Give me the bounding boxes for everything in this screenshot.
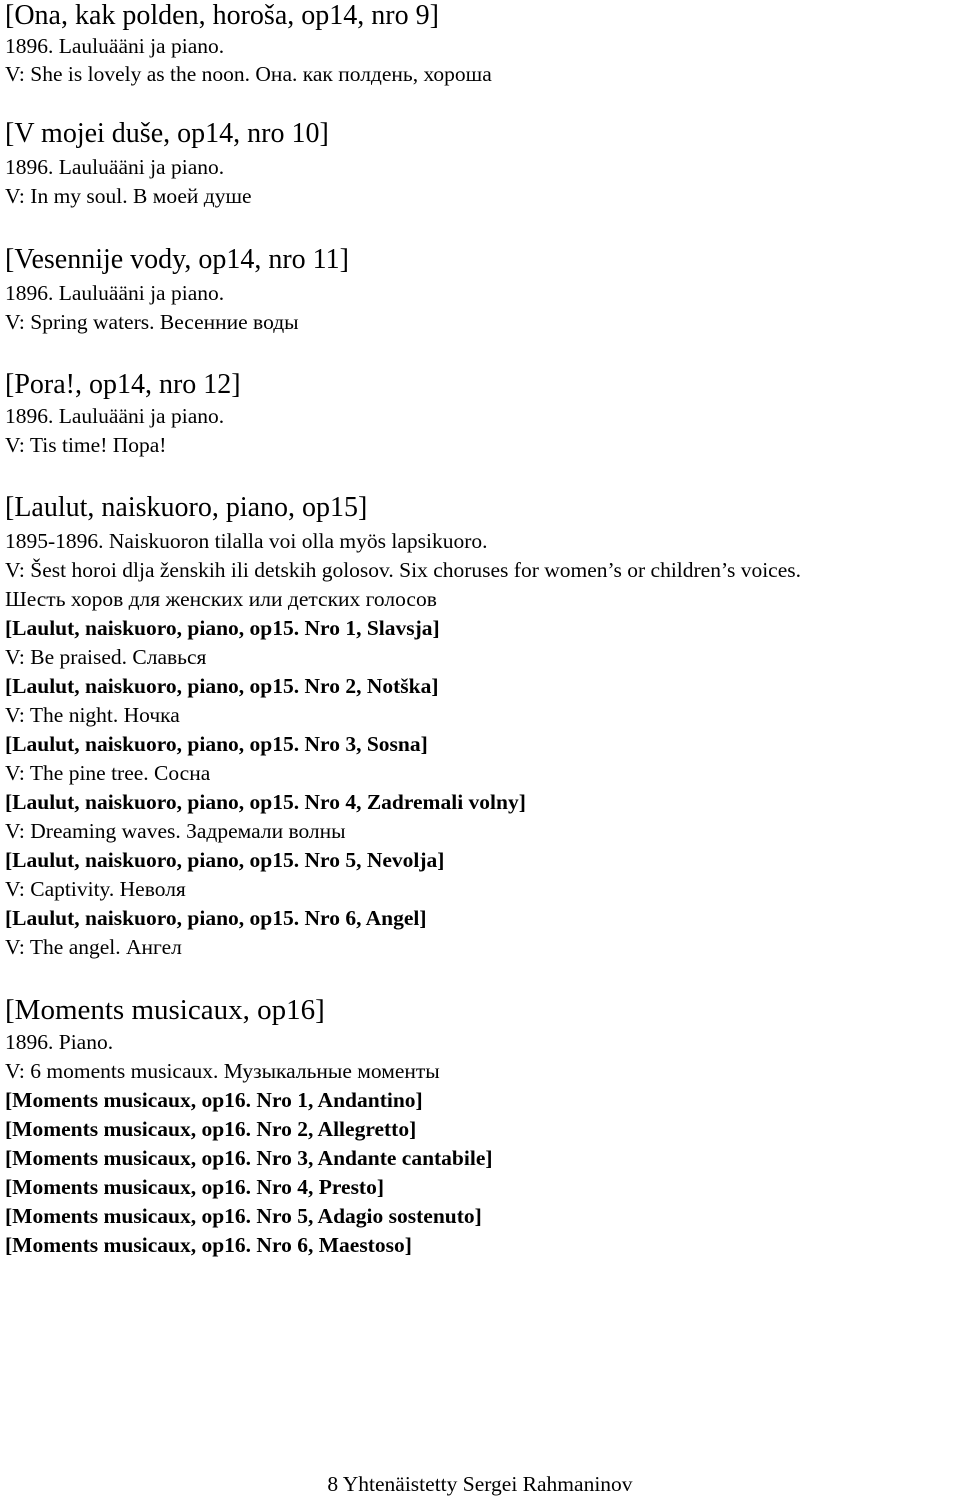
sub-entry-variant: V: The pine tree. Сосна — [5, 761, 211, 785]
sub-entry-title: [Moments musicaux, op16. Nro 1, Andantino] — [5, 1088, 423, 1112]
sub-entry-title: [Moments musicaux, op16. Nro 4, Presto] — [5, 1175, 385, 1199]
entry-title: [Pora!, op14, nro 12] — [5, 369, 241, 400]
sub-entry-title: [Moments musicaux, op16. Nro 6, Maestoso] — [5, 1233, 412, 1257]
section-variant-line: V: 6 moments musicaux. Музыкальные моменты — [5, 1059, 440, 1083]
entry-variant-line: V: Tis time! Пора! — [5, 433, 167, 457]
entry-title: [V mojei duše, op14, nro 10] — [5, 118, 329, 149]
sub-entry-title: [Laulut, naiskuoro, piano, op15. Nro 4, Zadremali volny] — [5, 790, 526, 814]
sub-entry-variant: V: Be praised. Славься — [5, 645, 207, 669]
entry-variant-line: V: Spring waters. Весенние воды — [5, 310, 299, 334]
entry-date-line: 1896. Lauluääni ja piano. — [5, 155, 225, 179]
entry-date-line: 1896. Lauluääni ja piano. — [5, 34, 225, 58]
entry-variant-line: V: In my soul. В моей душе — [5, 184, 252, 208]
sub-entry-title: [Laulut, naiskuoro, piano, op15. Nro 1, Slavsja] — [5, 616, 440, 640]
section-title-laulut: [Laulut, naiskuoro, piano, op15] — [5, 492, 368, 523]
sub-entry-title: [Laulut, naiskuoro, piano, op15. Nro 2, Notška] — [5, 674, 439, 698]
entry-title: [Ona, kak polden, horoša, op14, nro 9] — [5, 0, 439, 31]
sub-entry-variant: V: The night. Ночка — [5, 703, 180, 727]
entry-title: [Vesennije vody, op14, nro 11] — [5, 244, 349, 275]
sub-entry-variant: V: Dreaming waves. Задремали волны — [5, 819, 346, 843]
sub-entry-title: [Laulut, naiskuoro, piano, op15. Nro 5, Nevolja] — [5, 848, 445, 872]
section-variant-line: V: Šest horoi dlja ženskih ili detskih golosov. Six choruses for women’s or children’s voices. — [5, 558, 801, 582]
entry-date-line: 1896. Lauluääni ja piano. — [5, 281, 225, 305]
section-date-line: 1896. Piano. — [5, 1030, 114, 1054]
sub-entry-title: [Laulut, naiskuoro, piano, op15. Nro 6, Angel] — [5, 906, 427, 930]
sub-entry-title: [Moments musicaux, op16. Nro 2, Allegretto] — [5, 1117, 417, 1141]
sub-entry-variant: V: The angel. Ангел — [5, 935, 182, 959]
entry-date-line: 1896. Lauluääni ja piano. — [5, 404, 225, 428]
section-russian-line: Шесть хоров для женских или детских голосов — [5, 587, 437, 611]
sub-entry-title: [Laulut, naiskuoro, piano, op15. Nro 3, Sosna] — [5, 732, 428, 756]
section-title-moments: [Moments musicaux, op16] — [5, 994, 325, 1026]
section-date-line: 1895-1896. Naiskuoron tilalla voi olla myös lapsikuoro. — [5, 529, 488, 553]
sub-entry-title: [Moments musicaux, op16. Nro 3, Andante cantabile] — [5, 1146, 493, 1170]
sub-entry-title: [Moments musicaux, op16. Nro 5, Adagio sostenuto] — [5, 1204, 482, 1228]
sub-entry-variant: V: Captivity. Неволя — [5, 877, 186, 901]
entry-variant-line: V: She is lovely as the noon. Она. как полдень, хороша — [5, 62, 492, 86]
page-footer: 8 Yhtenäistetty Sergei Rahmaninov — [327, 1472, 633, 1496]
